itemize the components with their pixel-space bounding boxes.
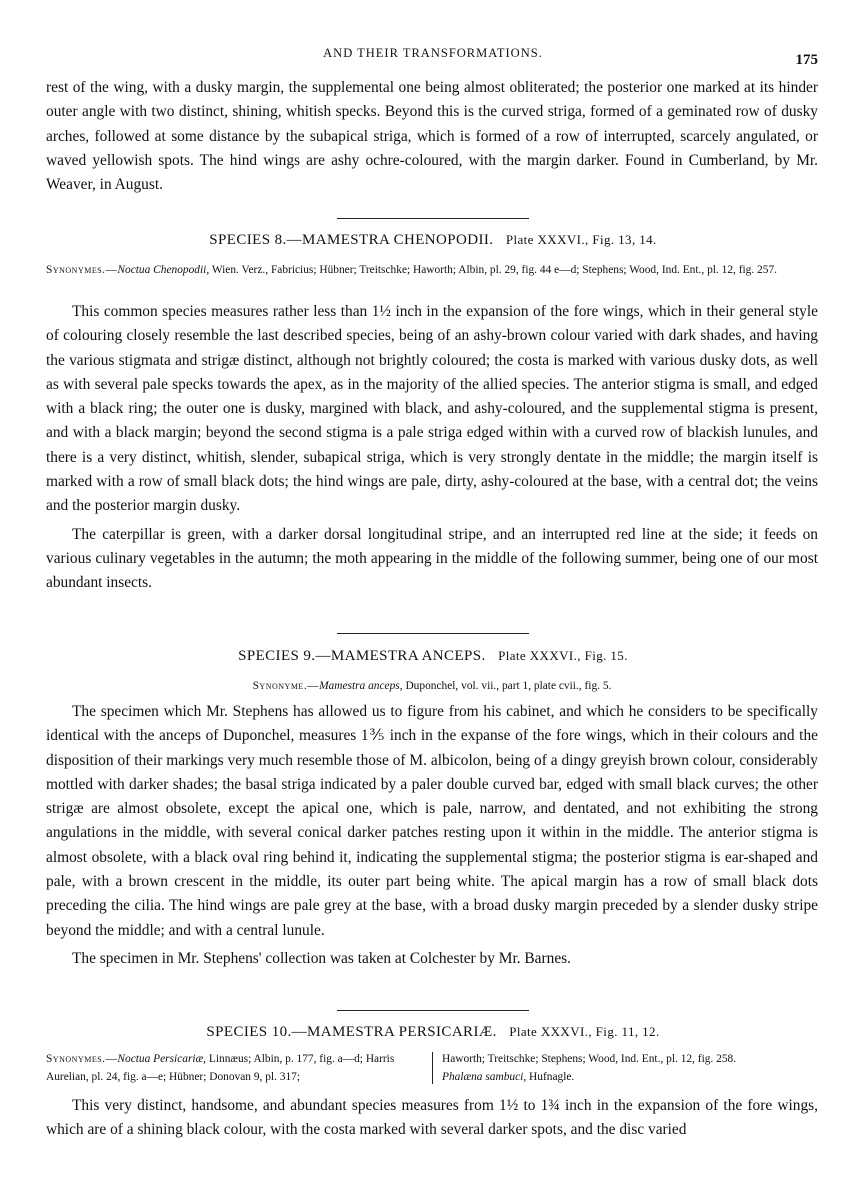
species-9-synonyms: [46, 678, 818, 694]
synonym-name: Phalæna sambuci,: [442, 1071, 527, 1083]
species-8-plate: Plate XXXVI., Fig. 13, 14.: [505, 232, 657, 247]
species-8-paragraph-2: The caterpillar is green, with a darker dorsal longitudinal stripe, and an interrupted red line at the side; it feeds on various culinary vegetables in the autumn; the moth appearing in the middle of the following summer, being one of our most abundant insects.: [46, 525, 818, 592]
synonym-name: Noctua Persicariæ,: [117, 1053, 207, 1065]
section-divider: [337, 218, 529, 219]
species-9-paragraph-1: The specimen which Mr. Stephens has allowed us to figure from his cabinet, and which he considers to be specifically identical with the anceps of Duponchel, measures 1⅗ inch in the expanse of the fore wings, which in their colours and the disposition of their markings very much resemble those of M. albicolon, being of a dingy greyish brown colour, considerably mottled with darker shades; the basal striga indicated by a paler double curved bar, edged with small black curves; the other strigæ are almost obsolete, except the apical one, which is pale, narrow, and dentated, and not exhibiting the strong angulations in the middle, with several conical darker patches resting upon it within in the middle. The anterior stigma is almost obsolete, with a black oval ring behind it, indicating the supplemental stigma; the posterior stigma is ear-shaped and pale, with a brown crescent in the middle, its outer part being white. The apical margin has a row of small black dots preceding the cilia. The hind wings are pale grey at the base, with a broad dusky margin preceded by a slender dusky stripe beyond the middle; and with a central lunule.: [46, 703, 818, 939]
synonym-text: Wien. Verz., Fabricius; Hübner; Treitschke; Haworth; Albin, pl. 29, fig. 44 e—d; Stephens; Wood, Ind. Ent., pl. 12, fig. 257.: [211, 264, 777, 276]
species-8-synonyms: [46, 262, 818, 278]
section-divider: [337, 633, 529, 634]
species-8-title: SPECIES 8.—MAMESTRA CHENOPODII.: [209, 232, 494, 248]
species-10-body: [46, 1094, 818, 1143]
species-9-body: [46, 700, 818, 971]
page-number: 175: [795, 52, 818, 68]
species-9-title: SPECIES 9.—MAMESTRA ANCEPS.: [238, 648, 486, 664]
synonym-label: Synonymes.—: [46, 1053, 118, 1065]
species-10-paragraph-1: This very distinct, handsome, and abundant species measures from 1½ to 1¾ inch in the expansion of the fore wings, which are of a shining black colour, with the costa marked with several darker spots, and the disc varied: [46, 1097, 818, 1139]
species-10-title: SPECIES 10.—MAMESTRA PERSICARIÆ.: [206, 1024, 497, 1040]
species-10-plate: Plate XXXVI., Fig. 11, 12.: [509, 1024, 660, 1039]
intro-paragraph: rest of the wing, with a dusky margin, the supplemental one being almost obliterated; the posterior one marked at its hinder outer angle with two distinct, shining, whitish specks. Beyond this is the curved striga, formed of a geminated row of dusky arches, followed at some distance by the subapical striga, which is formed of a row of interrupted, scarcely angulated, or waved yellowish spots. The hind wings are ashy ochre-coloured, with the margin darker. Found in Cumberland, by Mr. Weaver, in August.: [46, 79, 818, 194]
species-10-heading: [0, 1024, 866, 1041]
synonyms-right-column: [442, 1050, 818, 1086]
section-divider: [337, 1010, 529, 1011]
species-9-plate: Plate XXXVI., Fig. 15.: [498, 648, 628, 663]
synonym-label: Synonymes.—: [46, 264, 118, 276]
synonym-author: Hufnagle.: [529, 1071, 575, 1083]
species-8-paragraph-1: This common species measures rather less than 1½ inch in the expansion of the fore wings, which in their general style of colouring closely resemble the last described species, being of an ashy-brown colour varied with dark shades, and having the various stigmata and strigæ distinct, although not brightly coloured; the costa is marked with various dusky dots, as well as with several pale specks towards the apex, as in the majority of the allied species. The anterior stigma is small, and edged with a black ring; the outer one is dusky, margined with black, and ashy-coloured, and the supplemental stigma is present, and with a black margin; beyond the second stigma is a pale striga edged within with a curved row of blackish lunules, and there is a very distinct, whitish, slender, subapical striga, which is very strongly dentate in the middle; the margin itself is marked with a row of small black dots; the hind wings are pale, dirty, ashy-coloured at the base, with a central dot; the veins and the posterior margin dusky.: [46, 303, 818, 515]
species-9-heading: [0, 648, 866, 665]
synonym-text: Linnæus; Albin, p. 177, fig. a—d; Harris Aurelian, pl. 24, fig. a—e; Hübner; Donovan 9, pl. 317;: [46, 1053, 395, 1083]
synonym-text: Duponchel, vol. vii., part 1, plate cvii., fig. 5.: [405, 680, 612, 692]
synonyms-left-column: [46, 1050, 430, 1086]
column-divider: [432, 1052, 433, 1084]
species-8-body: [46, 300, 818, 596]
synonym-label: Synonyme.—: [252, 680, 320, 692]
synonym-text: Haworth; Treitschke; Stephens; Wood, Ind. Ent., pl. 12, fig. 258.: [442, 1053, 737, 1065]
running-title: AND THEIR TRANSFORMATIONS.: [323, 46, 543, 60]
species-10-synonyms: [46, 1050, 818, 1086]
synonym-name: Noctua Chenopodii,: [117, 264, 210, 276]
species-9-paragraph-2: The specimen in Mr. Stephens' collection was taken at Colchester by Mr. Barnes.: [72, 949, 571, 967]
species-8-heading: [0, 232, 866, 249]
synonym-name: Mamestra anceps,: [319, 680, 403, 692]
intro-paragraph-block: [46, 76, 818, 197]
